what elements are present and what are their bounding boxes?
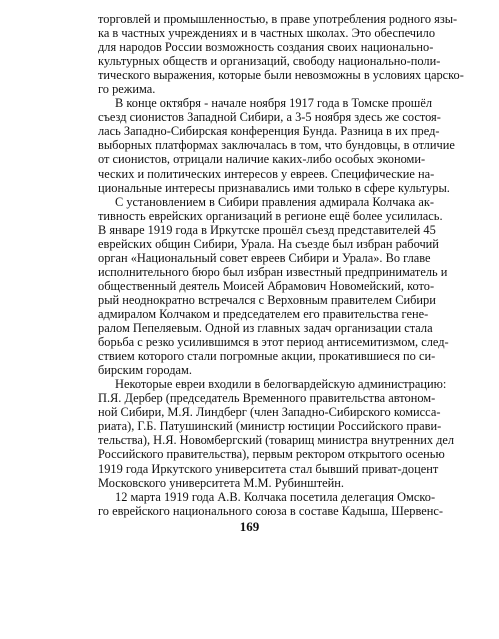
text-line: съезд сионистов Западной Сибири, а 3-5 ноября здесь же состоя- (98, 110, 441, 125)
text-line: борьба с резко усилившимся в этот период антисемитизмом, след- (98, 335, 449, 350)
text-line: циональные интересы признавались ими только в сфере культуры. (98, 180, 450, 195)
paragraph (98, 489, 443, 518)
paragraph (98, 12, 464, 97)
text-line: го режима. (98, 82, 156, 97)
text-line: выборных платформах заключалась в том, что бундовцы, в отличие (98, 138, 455, 153)
text-line: орган «Национальный совет евреев Сибири и Урала». Во главе (98, 250, 431, 265)
text-line: ствием которого стали погромные акции, прокатившиеся по си- (98, 349, 436, 364)
text-line: рый неоднократно встречался с Верховным правителем Сибири (98, 292, 436, 307)
text-line: от сионистов, отрицали наличие каких-либо особых экономи- (98, 152, 426, 167)
paragraph (98, 377, 455, 490)
text-line: риата), Г.Б. Патушинский (министр юстиции Российского прави- (98, 419, 442, 434)
text-line: 12 марта 1919 года А.В. Колчака посетила делегация Омско- (115, 489, 436, 504)
text-line: тивность еврейских организаций в регионе ещё более усилилась. (98, 208, 443, 223)
body-text (98, 12, 464, 518)
text-line: Российского правительства), первым ректором открытого осенью (98, 447, 445, 462)
text-line: бирским городам. (98, 363, 192, 378)
text-line: культурных обществ и организаций, свободу национально-поли- (98, 54, 441, 69)
text-line: тического выражения, которые были невозможны в условиях царско- (98, 68, 464, 83)
text-line: ка в частных учреждениях и в частных школах. Это обеспечило (98, 26, 436, 41)
text-line: еврейских общин Сибири, Урала. На съезде был избран рабочий (98, 236, 439, 251)
paragraph (98, 194, 449, 378)
text-line: тельства), Н.Я. Новомбергский (товарищ министра внутренних дел (98, 433, 455, 448)
text-line: для народов России возможность создания своих национально- (98, 40, 434, 55)
text-line: ралом Пепеляевым. Одной из главных задач организации стала (98, 321, 433, 336)
text-line: ческих и политических интересов у евреев. Специфические на- (98, 166, 435, 181)
text-line: Некоторые евреи входили в белогвардейскую администрацию: (115, 377, 447, 392)
text-line: В январе 1919 года в Иркутске прошёл съезд представителей 45 (98, 222, 436, 237)
text-line: П.Я. Дербер (председатель Временного правительства автоном- (98, 391, 436, 406)
text-line: ной Сибири, М.Я. Линдберг (член Западно-Сибирского комисса- (98, 405, 441, 420)
text-line: 1919 года Иркутского университета стал бывший приват-доцент (98, 461, 439, 476)
text-line: торговлей и промышленностью, в праве употребления родного язы- (98, 12, 458, 26)
text-line: го еврейского национального союза в составе Кадыша, Шервенс- (98, 503, 443, 518)
text-line: лась Западно-Сибирская конференция Бунда. Разница в их пред- (98, 124, 440, 139)
paragraph (98, 96, 455, 195)
text-line: исполнительного бюро был избран известный предприниматель и (98, 264, 448, 279)
text-line: В конце октября - начале ноября 1917 года в Томске прошёл (115, 96, 432, 111)
text-line: С установлением в Сибири правления адмирала Колчака ак- (115, 194, 435, 209)
text-line: общественный деятель Моисей Абрамович Новомейский, кото- (98, 278, 435, 293)
text-line: Московского университета М.М. Рубинштейн. (98, 475, 344, 490)
text-line: адмиралом Колчаком и председателем его правительства гене- (98, 306, 429, 321)
page-number: 169 (239, 519, 260, 534)
